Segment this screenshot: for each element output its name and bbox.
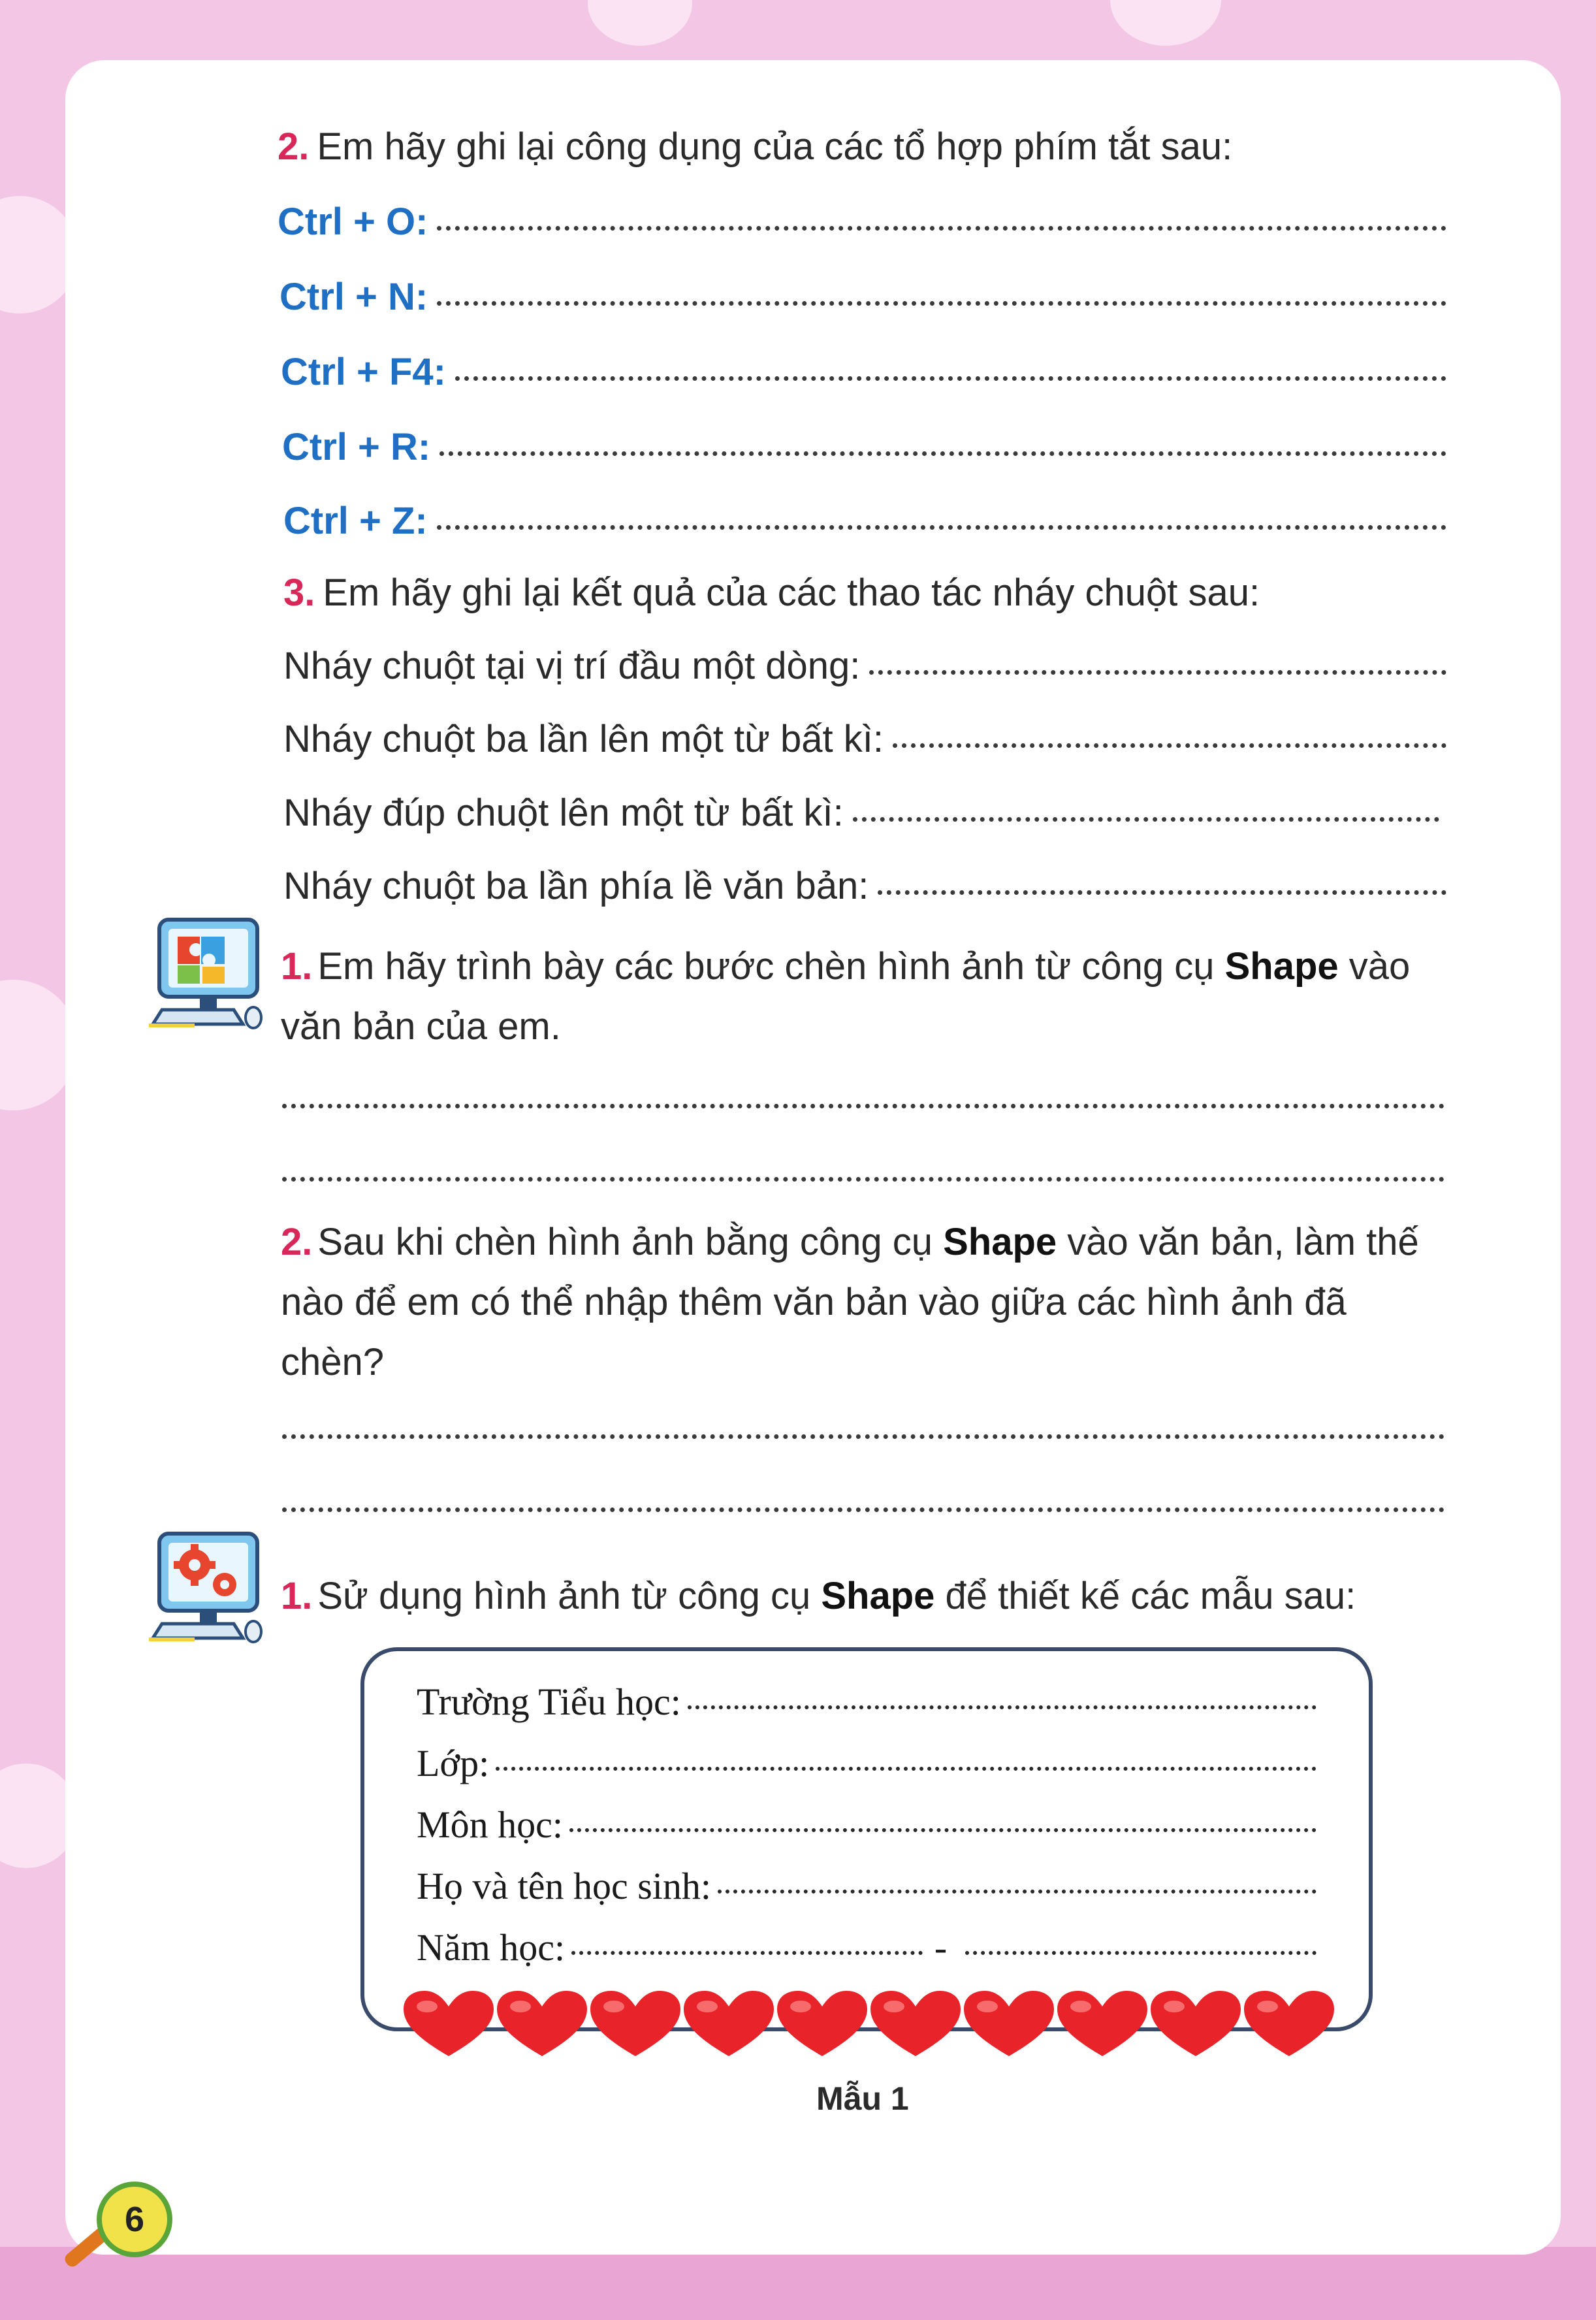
click-line: Nháy chuột ba lần phía lề văn bản:: [283, 863, 1446, 909]
answer-dots[interactable]: [869, 670, 1446, 675]
apply-question-1: 1. Em hãy trình bày các bước chèn hình ảnh từ công cụ Shape vào văn bản của em.: [281, 945, 1411, 1048]
template-field: Năm học: -: [417, 1925, 1317, 1969]
heart-icon: [680, 1988, 778, 2060]
click-line: Nháy đúp chuột lên một từ bất kì:: [283, 790, 1439, 836]
field-dots: [965, 1951, 1317, 1955]
field-dots: [718, 1890, 1317, 1893]
answer-dots[interactable]: [893, 743, 1446, 748]
template-field: Lớp:: [417, 1741, 1317, 1785]
practice-question-1: 1. Sử dụng hình ảnh từ công cụ Shape để thiết kế các mẫu sau:: [281, 1575, 1356, 1617]
heart-icon: [960, 1988, 1058, 2060]
field-dots: [569, 1828, 1317, 1832]
heart-icon: [1240, 1988, 1338, 2060]
answer-dots[interactable]: [282, 1177, 1444, 1182]
answer-dots[interactable]: [282, 1434, 1444, 1439]
answer-dots[interactable]: [455, 376, 1446, 381]
answer-dots[interactable]: [439, 451, 1446, 456]
computer-gears-icon: [149, 1528, 273, 1646]
heart-icon: [1053, 1988, 1151, 2060]
apply-question-2: 2. Sau khi chèn hình ảnh bằng công cụ Shape vào văn bản, làm thế nào để em có thể nhập thêm văn bản vào giữa các hình ảnh đã chèn?: [281, 1221, 1419, 1383]
answer-dots[interactable]: [437, 525, 1446, 530]
computer-puzzle-icon: [149, 914, 273, 1032]
question-2-heading: 2. Em hãy ghi lại công dụng của các tổ hợp phím tắt sau:: [278, 125, 1233, 168]
answer-dots[interactable]: [282, 1507, 1444, 1512]
heart-icon: [867, 1988, 965, 2060]
field-dots: [688, 1705, 1317, 1709]
shortcut-line: Ctrl + F4:: [281, 349, 1446, 395]
heart-icon: [493, 1988, 591, 2060]
question-3-heading: 3. Em hãy ghi lại kết quả của các thao tác nháy chuột sau:: [283, 572, 1260, 614]
bg-dot: [1110, 0, 1221, 46]
shortcut-line: Ctrl + Z:: [283, 498, 1446, 544]
answer-dots[interactable]: [282, 1104, 1444, 1108]
heart-icon: [586, 1988, 684, 2060]
shortcut-line: Ctrl + O:: [278, 199, 1446, 245]
heart-icon: [400, 1988, 498, 2060]
click-line: Nháy chuột ba lần lên một từ bất kì:: [283, 717, 1446, 762]
click-line: Nháy chuột tại vị trí đầu một dòng:: [283, 643, 1446, 689]
field-dots: [571, 1951, 923, 1955]
template-field: Họ và tên học sinh:: [417, 1864, 1317, 1908]
template-field: Môn học:: [417, 1803, 1317, 1846]
bottom-strip: [0, 2247, 1596, 2320]
template-field: Trường Tiểu học:: [417, 1680, 1317, 1724]
page-number-badge: 6: [97, 2182, 172, 2257]
shortcut-line: Ctrl + R:: [282, 425, 1446, 470]
heart-icon: [1147, 1988, 1245, 2060]
bg-dot: [588, 0, 692, 46]
shortcut-line: Ctrl + N:: [279, 274, 1446, 320]
answer-dots[interactable]: [437, 301, 1446, 306]
answer-dots[interactable]: [437, 226, 1446, 231]
sample-template-frame: [360, 1647, 1373, 2031]
heart-icon: [773, 1988, 871, 2060]
field-dots: [496, 1767, 1317, 1771]
template-caption: Mẫu 1: [816, 2080, 909, 2117]
answer-dots[interactable]: [878, 890, 1446, 895]
answer-dots[interactable]: [853, 817, 1439, 822]
